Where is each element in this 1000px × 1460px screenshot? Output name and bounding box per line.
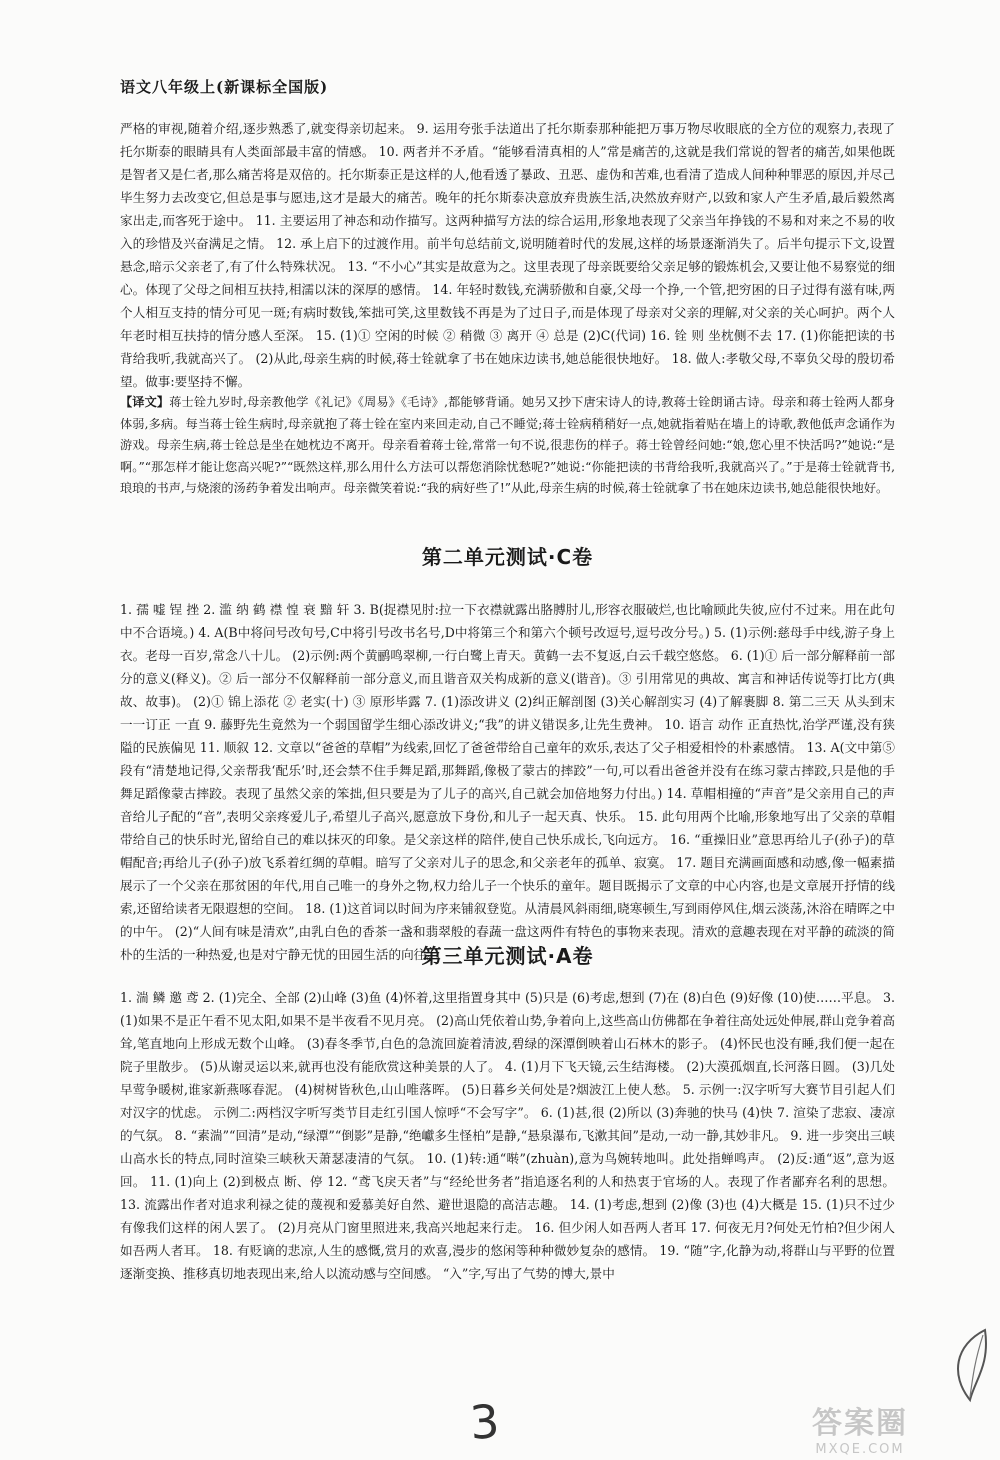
translation-paragraph: [120, 392, 895, 522]
leaf-decoration-icon: [945, 1325, 995, 1405]
watermark: [812, 1398, 908, 1457]
answer-paragraph-unit3: 1. 湍 鳞 邀 鸢 2. (1)完全、全部 (2)山峰 (3)鱼 (4)怀着,这里指置身其中 (5)只是 (6)考虑,想到 (7)在 (8)白色 (9)好像 (10)使……平息。 3. (1)如果不是正午看不见太阳,如果不是半夜看不见月亮。 (2)高山凭依着山势,争着向上,这些高山仿佛都在争着往高处远处伸展,群山竞争着高耸,笔直地向上形成无数个山峰。 (3)春冬季节,白色的急流回旋着清波,碧绿的深潭倒映着山石林木的影子。 (4)怀民也没有睡,我们便一起在院子里散步。 (5)从谢灵运以来,就再也没有能欣赏这种美景的人了。 4. (1)月下飞天镜,云生结海楼。 (2)大漠孤烟直,长河落日圆。 (3)几处早莺争暖树,谁家新燕啄春泥。 (4)树树皆秋色,山山唯落晖。 (5)日暮乡关何处是?烟波江上使人愁。 5. 示例一:汉字听写大赛节目引起人们对汉字的忧虑。 示例二:两档汉字听写类节目走红引国人惊呼“不会写字”。 6. (1)甚,很 (2)所以 (3)奔驰的快马 (4)快 7. 渲染了悲寂、凄凉的气氛。 8. “素湍”“回清”是动,“绿潭”“倒影”是静,“绝巘多生怪柏”是静,“悬泉瀑布,飞漱其间”是动,一动一静,其妙非凡。 9. 进一步突出三峡山高水长的特点,同时渲染三峡秋天萧瑟凄清的气氛。 10. (1)转:通“啭”(zhuàn),意为鸟婉转地叫。此处指蝉鸣声。 (2)反:通“返”,意为返回。 11. (1)向上 (2)到极点 断、停 12. “鸢飞戾天者”与“经纶世务者”指追逐名利的人和热衷于官场的人。表现了作者鄙弃名利的思想。 13. 流露出作者对追求利禄之徒的蔑视和爱慕美好自然、避世退隐的高洁志趣。 14. (1)考虑,想到 (2)像 (3)也 (4)大概是 15. (1)只不过少有像我们这样的闲人罢了。 (2)月亮从门窗里照进来,我高兴地起来行走。 16. 但少闲人如吾两人者耳 17. 何夜无月?何处无竹柏?但少闲人如吾两人者耳。 18. 有贬谪的悲凉,人生的感慨,赏月的欢喜,漫步的悠闲等种种微妙复杂的感情。 19. “随”字,化静为动,将群山与平野的位置逐渐变换、推移真切地表现出来,给人以流动感与空间感。 “入”字,写出了气势的博大,景中: [120, 990, 895, 1281]
answer-paragraph-unit2: 1. 孺 嘘 锃 挫 2. 滥 纳 鹤 襟 惶 衰 黯 轩 3. B(捉襟见肘:拉一下衣襟就露出胳膊肘儿,形容衣服破烂,也比喻顾此失彼,应付不过来。用在此句中不合语境。) 4. A(B中将问号改句号,C中将引号改书名号,D中将第三个和第六个顿号改逗号,逗号改分号。) 5. (1)示例:慈母手中线,游子身上衣。老母一百岁,常念八十儿。 (2)示例:两个黄鹂鸣翠柳,一行白鹭上青天。黄鹤一去不复返,白云千载空悠悠。 6. (1)① 后一部分解释前一部分的意义(释义)。② 后一部分不仅解释前一部分意义,而且谐音双关构成新的意义(谐音)。③ 引用常见的典故、寓言和神话传说等打比方(典故、故事)。 (2)① 锦上添花 ② 老实(十) ③ 原形毕露 7. (1)添改讲义 (2)纠正解剖图 (3)关心解剖实习 (4)了解裹脚 8. 第二三天 从头到末 一一订正 一直 9. 藤野先生竟然为一个弱国留学生细心添改讲义;“我”的讲义错误多,让先生费神。 10. 语言 动作 正直热忱,治学严谨,没有狭隘的民族偏见 11. 顺叙 12. 文章以“爸爸的草帽”为线索,回忆了爸爸带给自己童年的欢乐,表达了父子相爱相怜的朴素感情。 13. A(文中第⑤段有“清楚地记得,父亲帮我‘配乐’时,还会禁不住手舞足蹈,那舞蹈,像极了蒙古的摔跤”一句,可以看出爸爸并没有在练习蒙古摔跤,只是他的手舞足蹈像蒙古摔跤。表现了虽然父亲的笨拙,但只要是为了儿子的高兴,自己就会加倍地努力付出。) 14. 草帽相撞的“声音”是父亲用自己的声音给儿子配的“音”,表明父亲疼爱儿子,希望儿子高兴,愿意放下身份,和儿子一起天真、快乐。 15. 此句用两个比喻,形象地写出了父亲的草帽带给自己的快乐时光,留给自己的难以抹灭的印象。是父亲这样的陪伴,使自己快乐成长,飞向远方。 16. “重操旧业”意思再给儿子(孙子)的草帽配音;再给儿子(孙子)放飞系着红绸的草帽。暗写了父亲对儿子的思念,和父亲老年的孤单、寂寞。 17. 题目充满画面感和动感,像一幅素描展示了一个父亲在那贫困的年代,用自己唯一的身外之物,权力给儿子一个快乐的童年。题目既揭示了文章的中心内容,也是文章展开抒情的线索,还留给读者无限遐想的空间。 18. (1)这首词以时间为序来铺叙登览。从清晨风斜雨细,晓寒顿生,写到雨停风住,烟云淡荡,沐浴在晴晖之中的中午。 (2)“人间有味是清欢”,由乳白色的香茶一盏和翡翠般的春蔬一盘这两件有特色的事物来表现。清欢的意趣表现在对平静的疏淡的简朴的生活的一种热爱,也是对宁静无忧的田园生活的向往。: [120, 602, 895, 962]
translation-tag: 【译文】: [120, 395, 170, 409]
watermark-url: MXQE.COM: [815, 1442, 905, 1457]
watermark-logo: 答案圈: [812, 1406, 908, 1441]
page-number: 3: [468, 1394, 502, 1450]
answer-paragraph-unit1: 严格的审视,随着介绍,逐步熟悉了,就变得亲切起来。 9. 运用夸张手法道出了托尔斯泰那种能把万事万物尽收眼底的全方位的观察力,表现了托尔斯泰的眼睛具有人类面部最丰富的情感。 10. 两者并不矛盾。“能够看清真相的人”常是痛苦的,这就是我们常说的智者的痛苦,如果他既是智者又是仁者,那么痛苦将是双倍的。托尔斯泰正是这样的人,他看透了暴政、丑恶、虚伪和苦难,也看清了造成人间种种罪恶的原因,并尽己毕生努力去改变它,但总是事与愿违,这才是最大的痛苦。晚年的托尔斯泰决意放弃贵族生活,决然放弃财产,以致和家人产生矛盾,最后毅然离家出走,而客死于途中。 11. 主要运用了神态和动作描写。这两种描写方法的综合运用,形象地表现了父亲当年挣钱的不易和对来之不易的收入的珍惜及兴奋满足之情。 12. 承上启下的过渡作用。前半句总结前文,说明随着时代的发展,这样的场景逐渐消失了。后半句提示下文,设置悬念,暗示父亲老了,有了什么特殊状况。 13. “不小心”其实是故意为之。这里表现了母亲既要给父亲足够的锻炼机会,又要让他不易察觉的细心。体现了父母之间相互扶持,相濡以沫的深厚的感情。 14. 年轻时数钱,充满骄傲和自豪,父母一个挣,一个管,把穷困的日子过得有滋有味,两个人相互支持的情分可见一斑;有病时数钱,笨拙可笑,这里数钱不再是为了过日子,而是体现了母亲对父亲的理解,对父亲的关心呵护。两个人年老时相互扶持的情分感人至深。 15. (1)① 空闲的时候 ② 稍微 ③ 离开 ④ 总是 (2)C(代词) 16. 铨 则 坐枕侧不去 17. (1)你能把读的书背给我听,我就高兴了。 (2)从此,母亲生病的时候,蒋士铨就拿了书在她床边读书,她总能很快地好。 18. 做人:孝敬父母,不辜负父母的殷切希望。做事:要坚持不懈。: [120, 121, 895, 389]
section-title-unit2-c: 第二单元测试·C卷: [421, 545, 594, 569]
translation-text: 蒋士铨九岁时,母亲教他学《礼记》《周易》《毛诗》,都能够背诵。她另又抄下唐宋诗人的诗,教蒋士铨朗诵古诗。母亲和蒋士铨两人都身体弱,多病。每当蒋士铨生病时,母亲就抱了蒋士铨在室内来回走动,自己不睡觉;蒋士铨病稍稍好一点,她就指着贴在墙上的诗歌,教他低声念诵作为游戏。母亲生病,蒋士铨总是坐在她枕边不离开。母亲看着蒋士铨,常常一句不说,很悲伤的样子。蒋士铨曾经问她:“娘,您心里不快活吗?”她说:“是啊。”“那怎样才能让您高兴呢?”“既然这样,那么用什么方法可以帮您消除忧愁呢?”她说:“你能把读的书背给我听,我就高兴了。”于是蒋士铨就背书,琅琅的书声,与烧滚的汤药争着发出响声。母亲微笑着说:“我的病好些了!”从此,母亲生病的时候,蒋士铨就拿了书在她床边读书,她总能很快地好。: [120, 395, 896, 495]
section-title-unit3-a: 第三单元测试·A卷: [421, 944, 594, 968]
book-title-header: 语文八年级上(新课标全国版): [120, 78, 329, 96]
